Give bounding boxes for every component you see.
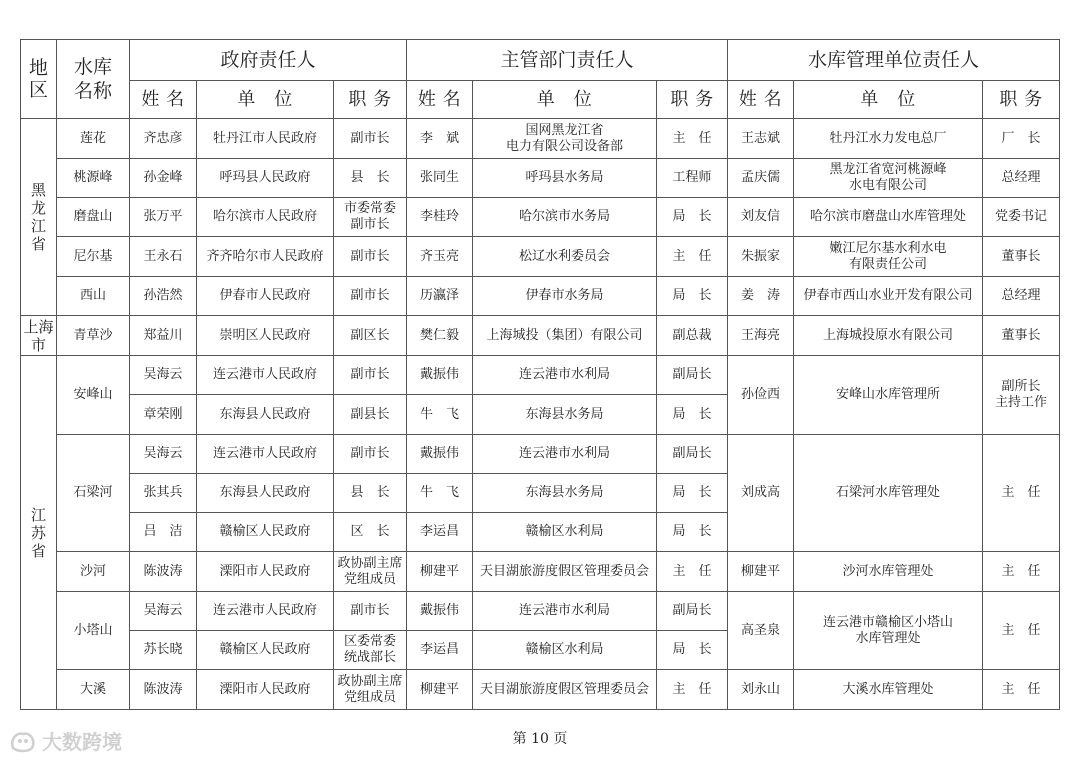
gov-name: 齐忠彦 (130, 119, 197, 159)
header-region (21, 40, 57, 119)
gov-post: 副市长 (334, 119, 407, 159)
dept-unit-line: 赣榆区水利局 (525, 642, 604, 657)
dept-name: 戴振伟 (407, 435, 473, 474)
gov-post-line: 党组成员 (343, 571, 396, 587)
mgmt-unit-line: 石梁河水库管理处 (836, 485, 941, 500)
gov-post: 县 长 (334, 159, 407, 198)
reservoir-name: 尼尔基 (57, 237, 130, 277)
dept-post: 副总裁 (657, 316, 728, 356)
mgmt-unit-line: 水库管理处 (855, 630, 921, 646)
mgmt-unit-line: 沙河水库管理处 (842, 563, 934, 579)
mgmt-name: 王海亮 (728, 316, 794, 356)
gov-post-line: 政协副主席 (337, 673, 403, 689)
gov-post (334, 670, 407, 710)
mgmt-unit (794, 198, 983, 237)
watermark (8, 726, 122, 755)
reservoir-name: 莲花 (57, 119, 130, 159)
mgmt-post-line: 主持工作 (995, 395, 1048, 410)
dept-post: 主 任 (657, 552, 728, 592)
dept-unit-line: 东海县水务局 (525, 485, 604, 500)
dept-unit-line: 呼玛县水务局 (525, 170, 604, 185)
mgmt-unit-line: 哈尔滨市磨盘山水库管理处 (810, 209, 967, 224)
dept-name: 柳建平 (407, 670, 473, 710)
mgmt-name: 刘友信 (728, 198, 794, 237)
header-reservoir-line2: 名称 (73, 80, 112, 102)
gov-post: 县 长 (334, 474, 407, 513)
mgmt-unit-line: 水电有限公司 (849, 178, 928, 193)
dept-post: 副局长 (657, 356, 728, 395)
dept-unit-line: 连云港市水利局 (518, 367, 610, 382)
dept-unit-line: 天目湖旅游度假区管理委员会 (479, 563, 649, 579)
header-row-2 (21, 81, 1060, 119)
gov-name: 苏长晓 (130, 631, 197, 670)
mgmt-post-line: 副所长 (1001, 379, 1041, 394)
mgmt-post-line: 总经理 (1001, 288, 1041, 303)
dept-post: 局 长 (657, 474, 728, 513)
mgmt-post-line: 厂 长 (1001, 130, 1041, 146)
gov-post (334, 552, 407, 592)
gov-post (334, 631, 407, 670)
dept-name: 历瀛泽 (407, 277, 473, 316)
gov-unit: 赣榆区人民政府 (197, 513, 334, 552)
dept-unit (473, 159, 657, 198)
dept-post: 工程师 (657, 159, 728, 198)
dept-unit (473, 474, 657, 513)
table-row (21, 316, 1060, 356)
region-text: 江苏省 (31, 505, 47, 560)
gov-post: 区 长 (334, 513, 407, 552)
mgmt-unit-line: 嫩江尼尔基水利水电 (829, 240, 947, 256)
table-row (21, 119, 1060, 159)
gov-post: 副市长 (334, 592, 407, 631)
table-row (21, 159, 1060, 198)
gov-unit: 赣榆区人民政府 (197, 631, 334, 670)
dept-unit-line: 连云港市水利局 (518, 603, 610, 618)
mgmt-post (983, 316, 1060, 356)
dept-name: 戴振伟 (407, 356, 473, 395)
mgmt-unit (794, 277, 983, 316)
gov-unit: 溧阳市人民政府 (197, 670, 334, 710)
mgmt-post (983, 159, 1060, 198)
dept-unit (473, 277, 657, 316)
gov-name: 吕 洁 (130, 513, 197, 552)
mgmt-unit-line: 安峰山水库管理所 (836, 387, 941, 402)
gov-post-line: 统战部长 (343, 650, 396, 665)
gov-unit: 崇明区人民政府 (197, 316, 334, 356)
dept-unit (473, 435, 657, 474)
header-mgmt-name: 姓 名 (728, 81, 794, 119)
gov-unit: 伊春市人民政府 (197, 277, 334, 316)
dept-unit-line: 东海县水务局 (525, 406, 604, 422)
gov-name: 郑益川 (130, 316, 197, 356)
gov-unit: 溧阳市人民政府 (197, 552, 334, 592)
mgmt-post-line: 主 任 (1001, 563, 1041, 579)
reservoir-name: 石梁河 (57, 435, 130, 552)
header-row-1 (21, 40, 1060, 81)
region-text: 上海市 (23, 317, 54, 354)
mgmt-name: 朱振家 (728, 237, 794, 277)
header-gov-name: 姓 名 (130, 81, 197, 119)
gov-post: 副市长 (334, 435, 407, 474)
dept-unit (473, 513, 657, 552)
mgmt-name: 柳建平 (728, 552, 794, 592)
gov-unit: 齐齐哈尔市人民政府 (197, 237, 334, 277)
dept-unit-line: 松辽水利委员会 (518, 248, 610, 264)
table-row (21, 277, 1060, 316)
mgmt-name: 王志斌 (728, 119, 794, 159)
dept-unit-line: 哈尔滨市水务局 (518, 209, 610, 224)
header-gov-post: 职 务 (334, 81, 407, 119)
mgmt-unit-line: 大溪水库管理处 (842, 681, 934, 697)
dept-name: 柳建平 (407, 552, 473, 592)
mgmt-post (983, 277, 1060, 316)
mgmt-name: 刘永山 (728, 670, 794, 710)
mgmt-post-line: 总经理 (1001, 170, 1041, 185)
dept-name: 牛 飞 (407, 474, 473, 513)
gov-name: 吴海云 (130, 356, 197, 395)
table-body (21, 119, 1060, 710)
header-mgmt-group: 水库管理单位责任人 (728, 40, 1060, 81)
dept-post: 局 长 (657, 277, 728, 316)
mgmt-name: 孟庆儒 (728, 159, 794, 198)
gov-unit: 哈尔滨市人民政府 (197, 198, 334, 237)
dept-name: 樊仁毅 (407, 316, 473, 356)
gov-name: 王永石 (130, 237, 197, 277)
mgmt-name: 高圣泉 (728, 592, 794, 670)
dept-unit (473, 631, 657, 670)
dept-name: 牛 飞 (407, 395, 473, 435)
dept-unit-line: 电力有限公司设备部 (505, 138, 623, 154)
gov-unit: 东海县人民政府 (197, 474, 334, 513)
table-row (21, 552, 1060, 592)
gov-post-line: 党组成员 (343, 689, 396, 705)
dept-unit (473, 237, 657, 277)
mgmt-unit-line: 黑龙江省宽河桃源峰 (829, 162, 947, 177)
gov-name: 章荣刚 (130, 395, 197, 435)
gov-unit: 连云港市人民政府 (197, 592, 334, 631)
table-row (21, 670, 1060, 710)
mgmt-post (983, 592, 1060, 670)
header-dept-name: 姓 名 (407, 81, 473, 119)
mgmt-post (983, 198, 1060, 237)
mgmt-unit-line: 上海城投原水有限公司 (823, 327, 954, 343)
gov-unit: 连云港市人民政府 (197, 435, 334, 474)
dept-post: 副局长 (657, 435, 728, 474)
reservoir-name: 小塔山 (57, 592, 130, 670)
gov-post-line: 区委常委 (343, 634, 396, 649)
reservoir-name: 桃源峰 (57, 159, 130, 198)
mgmt-post-line: 董事长 (1001, 327, 1041, 343)
mgmt-unit (794, 119, 983, 159)
region-shanghai (21, 316, 57, 356)
dept-post: 局 长 (657, 198, 728, 237)
table-row (21, 237, 1060, 277)
mgmt-name: 姜 涛 (728, 277, 794, 316)
mgmt-unit (794, 237, 983, 277)
header-mgmt-unit: 单 位 (794, 81, 983, 119)
mgmt-post-line: 主 任 (1001, 622, 1041, 638)
dept-post: 局 长 (657, 395, 728, 435)
dept-name: 李运昌 (407, 631, 473, 670)
table-row (21, 356, 1060, 395)
header-dept-group: 主管部门责任人 (407, 40, 728, 81)
mgmt-post (983, 237, 1060, 277)
dept-unit (473, 592, 657, 631)
header-dept-unit: 单 位 (473, 81, 657, 119)
mgmt-post (983, 356, 1060, 435)
gov-name: 吴海云 (130, 435, 197, 474)
gov-name: 吴海云 (130, 592, 197, 631)
mgmt-unit-line: 连云港市赣榆区小塔山 (823, 614, 954, 630)
dept-unit-line: 上海城投（集团）有限公司 (486, 327, 643, 343)
reservoir-name: 大溪 (57, 670, 130, 710)
reservoir-name: 磨盘山 (57, 198, 130, 237)
table-row (21, 435, 1060, 474)
dept-post: 主 任 (657, 119, 728, 159)
gov-unit: 连云港市人民政府 (197, 356, 334, 395)
reservoir-name: 沙河 (57, 552, 130, 592)
dept-unit (473, 119, 657, 159)
gov-unit: 东海县人民政府 (197, 395, 334, 435)
mgmt-post-line: 党委书记 (995, 209, 1048, 224)
dept-post: 局 长 (657, 631, 728, 670)
dept-post: 副局长 (657, 592, 728, 631)
dept-unit-line: 伊春市水务局 (525, 288, 604, 303)
dept-unit-line: 国网黑龙江省 (525, 122, 604, 138)
dept-unit-line: 连云港市水利局 (518, 446, 610, 461)
mgmt-post (983, 119, 1060, 159)
header-region-text: 地区 (28, 57, 48, 101)
gov-post: 副市长 (334, 237, 407, 277)
region-jiangsu (21, 356, 57, 710)
dept-unit (473, 356, 657, 395)
reservoir-name: 安峰山 (57, 356, 130, 435)
gov-post-line: 市委常委 (343, 201, 396, 216)
dept-name: 齐玉亮 (407, 237, 473, 277)
mgmt-unit (794, 592, 983, 670)
mgmt-unit-line: 有限责任公司 (849, 256, 928, 272)
region-heilongjiang (21, 119, 57, 316)
gov-name: 孙金峰 (130, 159, 197, 198)
responsibility-table (20, 39, 1060, 710)
table-row (21, 592, 1060, 631)
dept-name: 李 斌 (407, 119, 473, 159)
gov-name: 张其兵 (130, 474, 197, 513)
gov-post: 副区长 (334, 316, 407, 356)
mgmt-name: 孙俭西 (728, 356, 794, 435)
gov-post: 副市长 (334, 277, 407, 316)
gov-name: 孙浩然 (130, 277, 197, 316)
gov-post-line: 副市长 (350, 217, 390, 232)
mgmt-unit (794, 159, 983, 198)
region-text: 黑龙江省 (31, 181, 47, 253)
gov-unit: 呼玛县人民政府 (197, 159, 334, 198)
header-gov-unit: 单 位 (197, 81, 334, 119)
dept-name: 李桂玲 (407, 198, 473, 237)
dept-post: 局 长 (657, 513, 728, 552)
mgmt-post (983, 435, 1060, 552)
header-gov-group: 政府责任人 (130, 40, 407, 81)
dept-unit (473, 395, 657, 435)
dept-name: 戴振伟 (407, 592, 473, 631)
mgmt-post-line: 董事长 (1001, 248, 1041, 264)
dept-unit (473, 552, 657, 592)
mgmt-unit-line: 伊春市西山水业开发有限公司 (803, 288, 973, 303)
gov-name: 张万平 (130, 198, 197, 237)
mgmt-post (983, 552, 1060, 592)
reservoir-name: 西山 (57, 277, 130, 316)
mgmt-post-line: 主 任 (1001, 681, 1041, 697)
mgmt-unit (794, 552, 983, 592)
dept-name: 张同生 (407, 159, 473, 198)
mgmt-unit (794, 356, 983, 435)
header-reservoir (57, 40, 130, 119)
dept-name: 李运昌 (407, 513, 473, 552)
table-row (21, 198, 1060, 237)
dept-post: 主 任 (657, 237, 728, 277)
mgmt-unit (794, 435, 983, 552)
dept-unit (473, 316, 657, 356)
watermark-text: 大数跨境 (42, 730, 122, 754)
dept-post: 主 任 (657, 670, 728, 710)
page-number: 第 10 页 (512, 731, 568, 747)
mgmt-unit-line: 牡丹江水力发电总厂 (829, 130, 947, 146)
mgmt-unit (794, 316, 983, 356)
dept-unit-line: 赣榆区水利局 (525, 524, 604, 539)
mgmt-unit (794, 670, 983, 710)
header-mgmt-post: 职 务 (983, 81, 1060, 119)
gov-post: 副县长 (334, 395, 407, 435)
mgmt-post (983, 670, 1060, 710)
gov-unit: 牡丹江市人民政府 (197, 119, 334, 159)
gov-post (334, 198, 407, 237)
gov-name: 陈波涛 (130, 670, 197, 710)
gov-name: 陈波涛 (130, 552, 197, 592)
header-reservoir-line1: 水库 (73, 56, 112, 78)
watermark-logo-icon (8, 728, 38, 754)
mgmt-post-line: 主 任 (1001, 485, 1041, 500)
reservoir-name: 青草沙 (57, 316, 130, 356)
header-dept-post: 职 务 (657, 81, 728, 119)
mgmt-name: 刘成高 (728, 435, 794, 552)
gov-post-line: 政协副主席 (337, 555, 403, 571)
dept-unit (473, 198, 657, 237)
dept-unit (473, 670, 657, 710)
gov-post: 副市长 (334, 356, 407, 395)
dept-unit-line: 天目湖旅游度假区管理委员会 (479, 681, 649, 697)
